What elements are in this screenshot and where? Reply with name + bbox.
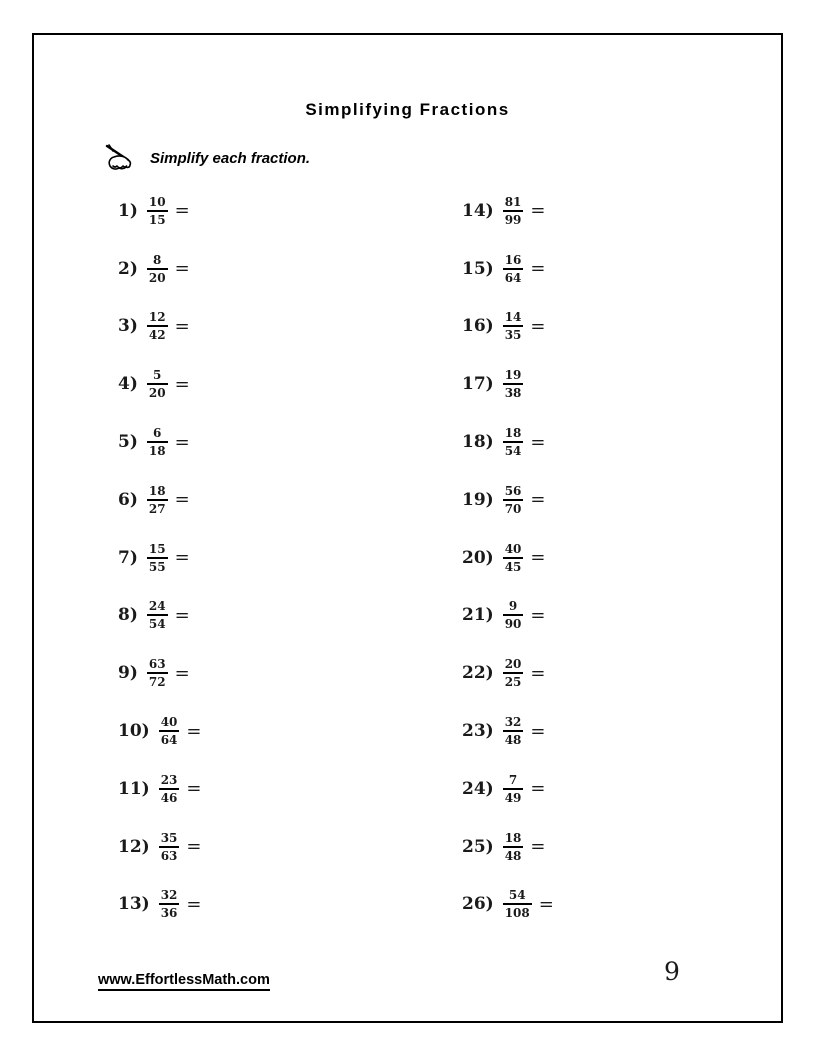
fraction-numerator: 14 [504,310,522,325]
fraction-numerator: 54 [508,888,526,903]
fraction-denominator: 48 [504,848,522,863]
equals-sign: = [530,200,546,222]
fraction-bar [503,846,524,848]
fraction-bar [147,557,168,559]
problem-number: 8) [118,605,138,626]
equals-sign: = [174,662,190,684]
instruction-text: Simplify each fraction. [150,149,311,167]
equals-sign: = [530,720,546,742]
problem-row [462,182,554,240]
fraction-denominator: 46 [160,790,178,805]
fraction-denominator: 18 [148,444,166,459]
fraction [159,716,180,746]
fraction-bar [147,672,168,674]
fraction-denominator: 63 [160,848,178,863]
fraction-numerator: 15 [148,541,166,556]
fraction-numerator: 8 [153,252,162,267]
fraction-numerator: 20 [504,657,522,672]
fraction-bar [147,499,168,501]
fraction-bar [159,788,180,790]
problem-number: 7) [118,547,138,568]
fraction-denominator: 49 [504,790,522,805]
problem-row [462,760,554,818]
fraction-bar [147,325,168,327]
fraction-numerator: 24 [148,599,166,614]
fraction-bar [503,325,524,327]
fraction-numerator: 32 [160,888,178,903]
problem-row [118,587,202,645]
problem-row [118,760,202,818]
problem-row [462,876,554,934]
equals-sign: = [530,547,546,569]
equals-sign: = [530,315,546,337]
fraction-numerator: 10 [148,194,166,209]
fraction-denominator: 54 [504,444,522,459]
fraction-numerator: 18 [504,830,522,845]
problem-number: 15) [462,258,494,279]
instruction-row [104,143,310,173]
fraction-numerator: 32 [504,715,522,730]
fraction [147,427,168,457]
problem-row [118,876,202,934]
problems-right-column [462,182,554,933]
equals-sign: = [174,431,190,453]
equals-sign: = [174,258,190,280]
problem-row [462,818,554,876]
problems-left-column [118,182,202,933]
problem-row [118,413,202,471]
fraction [503,311,524,341]
problem-number: 14) [462,200,494,221]
problem-number: 26) [462,894,494,915]
fraction-bar [147,383,168,385]
problem-number: 24) [462,778,494,799]
problem-row [462,355,554,413]
fraction-bar [159,846,180,848]
problem-row [118,240,202,298]
equals-sign: = [186,778,202,800]
equals-sign: = [530,778,546,800]
fraction-denominator: 20 [148,270,166,285]
problem-number: 19) [462,489,494,510]
fraction-numerator: 63 [148,657,166,672]
fraction [503,543,524,573]
problem-row [118,298,202,356]
equals-sign: = [530,662,546,684]
fraction [147,196,168,226]
page-number: 9 [664,957,680,986]
writing-hand-icon [104,143,140,173]
fraction [147,311,168,341]
fraction-denominator: 48 [504,733,522,748]
fraction [147,485,168,515]
problem-number: 1) [118,200,138,221]
fraction-denominator: 99 [504,212,522,227]
problem-row [118,644,202,702]
fraction-numerator: 9 [508,599,518,614]
equals-sign: = [538,893,554,915]
fraction-bar [503,441,524,443]
equals-sign: = [186,893,202,915]
fraction-bar [159,903,180,905]
footer-website-link[interactable]: www.EffortlessMath.com [98,972,270,991]
fraction-numerator: 18 [148,483,166,498]
problem-row [118,529,202,587]
problem-row [462,702,554,760]
fraction-denominator: 42 [148,328,166,343]
worksheet-page [32,33,783,1023]
fraction-bar [503,268,524,270]
fraction [503,600,524,630]
problem-number: 17) [462,374,494,395]
fraction [503,485,524,515]
fraction [147,600,168,630]
fraction-bar [503,210,524,212]
equals-sign: = [530,258,546,280]
problem-row [462,644,554,702]
fraction-denominator: 45 [504,559,522,574]
problem-number: 6) [118,489,138,510]
fraction-bar [503,383,524,385]
fraction [159,889,180,919]
equals-sign: = [174,373,190,395]
fraction [503,716,524,746]
fraction-denominator: 72 [148,675,166,690]
problem-row [462,298,554,356]
fraction [503,254,524,284]
equals-sign: = [186,720,202,742]
equals-sign: = [530,489,546,511]
fraction-denominator: 15 [148,212,166,227]
fraction-bar [503,672,524,674]
fraction-denominator: 38 [504,386,522,401]
equals-sign: = [530,836,546,858]
equals-sign: = [530,431,546,453]
fraction-bar [147,268,168,270]
fraction [503,889,532,919]
problem-row [462,529,554,587]
fraction-numerator: 19 [504,368,522,383]
fraction [147,254,168,284]
fraction [503,427,524,457]
fraction-bar [159,730,180,732]
fraction-bar [503,499,524,501]
fraction-denominator: 55 [148,559,166,574]
fraction-denominator: 36 [160,906,178,921]
fraction-bar [503,730,524,732]
problem-number: 12) [118,836,150,857]
fraction-denominator: 64 [160,733,178,748]
fraction-denominator: 70 [504,501,522,516]
fraction-denominator: 90 [504,617,522,632]
fraction-numerator: 23 [160,772,178,787]
fraction-numerator: 5 [153,368,162,383]
problem-number: 11) [118,778,150,799]
problem-number: 16) [462,316,494,337]
fraction-numerator: 40 [504,541,522,556]
fraction [503,369,524,399]
fraction-denominator: 54 [148,617,166,632]
problem-number: 25) [462,836,494,857]
problem-row [462,413,554,471]
fraction-denominator: 64 [504,270,522,285]
fraction [159,774,180,804]
fraction-numerator: 56 [504,483,522,498]
fraction-bar [147,441,168,443]
problem-row [118,355,202,413]
fraction [503,658,524,688]
fraction-bar [503,788,524,790]
fraction-denominator: 20 [148,386,166,401]
problem-row [462,587,554,645]
page-title: Simplifying Fractions [305,100,510,119]
problem-number: 21) [462,605,494,626]
fraction [503,832,524,862]
problem-row [462,240,554,298]
fraction-denominator: 25 [504,675,522,690]
equals-sign: = [530,604,546,626]
problem-row [118,702,202,760]
fraction-denominator: 35 [504,328,522,343]
fraction-numerator: 16 [504,252,522,267]
fraction-bar [147,210,168,212]
fraction-numerator: 6 [153,426,162,441]
fraction [503,196,524,226]
equals-sign: = [174,200,190,222]
problem-row [118,182,202,240]
problem-row [118,471,202,529]
fraction [503,774,524,804]
fraction-denominator: 27 [148,501,166,516]
fraction [147,658,168,688]
problem-number: 22) [462,663,494,684]
problem-number: 13) [118,894,150,915]
problem-number: 4) [118,374,138,395]
equals-sign: = [174,604,190,626]
fraction-numerator: 81 [504,194,522,209]
problem-number: 18) [462,432,494,453]
fraction-numerator: 12 [148,310,166,325]
fraction-bar [503,614,524,616]
problem-row [118,818,202,876]
problem-number: 5) [118,432,138,453]
problem-row [462,471,554,529]
problem-number: 10) [118,721,150,742]
fraction-bar [503,903,532,905]
fraction [147,369,168,399]
fraction-numerator: 18 [504,426,522,441]
problem-number: 23) [462,721,494,742]
fraction [147,543,168,573]
fraction-numerator: 40 [160,715,178,730]
fraction-denominator: 108 [504,906,530,921]
problem-number: 3) [118,316,138,337]
fraction-numerator: 35 [160,830,178,845]
equals-sign: = [174,315,190,337]
fraction-bar [147,614,168,616]
equals-sign: = [174,547,190,569]
equals-sign: = [174,489,190,511]
equals-sign: = [186,836,202,858]
problem-number: 20) [462,547,494,568]
problem-number: 9) [118,663,138,684]
problem-number: 2) [118,258,138,279]
fraction [159,832,180,862]
fraction-bar [503,557,524,559]
fraction-numerator: 7 [508,772,518,787]
